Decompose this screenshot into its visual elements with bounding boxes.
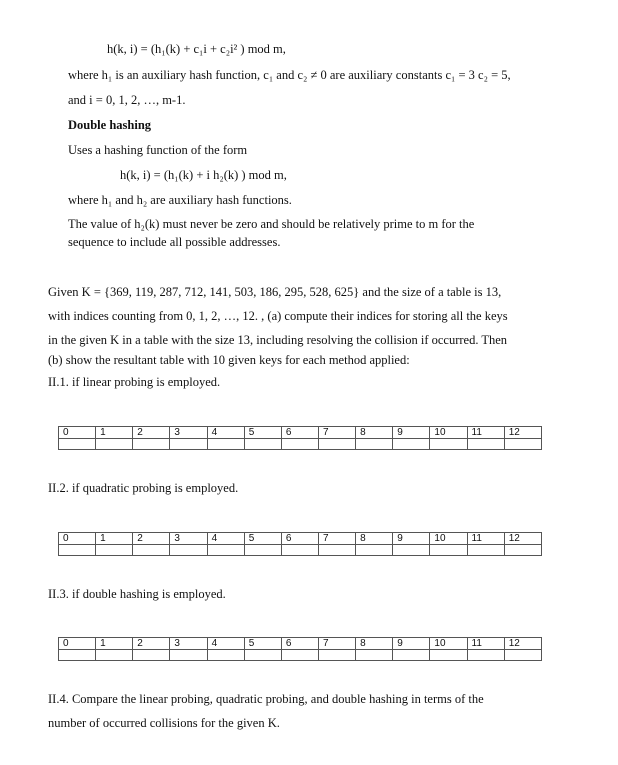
table-index-cell: 0	[59, 638, 96, 650]
quadratic-range: and i = 0, 1, 2, …, m-1.	[68, 93, 186, 107]
table-value-cell	[430, 545, 467, 556]
table-value-cell	[467, 545, 504, 556]
table-index-cell: 5	[244, 638, 281, 650]
table-value-cell	[207, 650, 244, 661]
table-value-cell	[133, 545, 170, 556]
table-index-cell: 10	[430, 427, 467, 439]
table-index-cell: 6	[281, 533, 318, 545]
double-formula: h(k, i) = (h₁(k) + i h₂(k) ) mod m,	[120, 168, 287, 182]
section-quadratic-probing: II.2. if quadratic probing is employed.	[48, 481, 239, 495]
table-value-cell	[393, 545, 430, 556]
double-intro: Uses a hashing function of the form	[68, 143, 248, 157]
section-compare-line2: number of occurred collisions for the given K.	[48, 716, 280, 730]
table-index-cell: 9	[393, 533, 430, 545]
table-index-cell: 8	[356, 638, 393, 650]
double-hashing-heading: Double hashing	[68, 118, 152, 132]
linear-probing-table	[58, 426, 542, 450]
table-value-cell	[59, 545, 96, 556]
table-index-cell: 5	[244, 533, 281, 545]
table-index-cell: 0	[59, 427, 96, 439]
table-index-cell: 4	[207, 427, 244, 439]
table-value-cell	[96, 439, 133, 450]
table-value-cell	[467, 439, 504, 450]
table-index-cell: 7	[318, 638, 355, 650]
table-index-cell: 1	[96, 533, 133, 545]
table-value-cell	[133, 650, 170, 661]
table-value-cell	[96, 650, 133, 661]
table-index-cell: 11	[467, 427, 504, 439]
table-index-cell: 3	[170, 427, 207, 439]
quadratic-formula: h(k, i) = (h₁(k) + c₁i + c₂i² ) mod m,	[107, 42, 286, 56]
table-value-row	[59, 650, 542, 661]
table-index-cell: 7	[318, 427, 355, 439]
table-value-cell	[170, 439, 207, 450]
table-value-cell	[281, 545, 318, 556]
table-value-cell	[133, 439, 170, 450]
table-index-cell: 0	[59, 533, 96, 545]
table-value-cell	[207, 439, 244, 450]
quadratic-where: where h₁ is an auxiliary hash function, c₁ and c₂ ≠ 0 are auxiliary constants c₁ = 3 c₂ = 5,	[68, 68, 511, 82]
table-value-cell	[59, 439, 96, 450]
table-index-cell: 4	[207, 638, 244, 650]
table-index-row	[59, 533, 542, 545]
table-index-cell: 12	[504, 638, 541, 650]
table-index-cell: 4	[207, 533, 244, 545]
double-note-line1: The value of h₂(k) must never be zero and should be relatively prime to m for the	[68, 217, 475, 231]
table-value-cell	[393, 439, 430, 450]
quadratic-probing-table	[58, 532, 542, 556]
section-double-hashing: II.3. if double hashing is employed.	[48, 587, 226, 601]
table-index-row	[59, 427, 542, 439]
table-value-cell	[244, 545, 281, 556]
table-value-cell	[281, 650, 318, 661]
table-value-cell	[430, 650, 467, 661]
table-value-row	[59, 545, 542, 556]
table-index-cell: 9	[393, 427, 430, 439]
table-index-cell: 12	[504, 533, 541, 545]
double-where: where h₁ and h₂ are auxiliary hash functions.	[68, 193, 292, 207]
table-value-cell	[356, 650, 393, 661]
double-note-line2: sequence to include all possible addresses.	[68, 235, 281, 249]
table-index-cell: 11	[467, 533, 504, 545]
table-value-cell	[318, 650, 355, 661]
table-index-row	[59, 638, 542, 650]
table-value-cell	[430, 439, 467, 450]
table-index-cell: 10	[430, 638, 467, 650]
table-index-cell: 6	[281, 427, 318, 439]
table-index-cell: 9	[393, 638, 430, 650]
table-value-cell	[170, 545, 207, 556]
table-value-cell	[356, 439, 393, 450]
table-index-cell: 3	[170, 638, 207, 650]
table-index-cell: 2	[133, 427, 170, 439]
table-value-cell	[244, 439, 281, 450]
table-value-cell	[504, 439, 541, 450]
problem-line3: in the given K in a table with the size 13, including resolving the collision if occurred. Then	[48, 333, 508, 347]
table-index-cell: 5	[244, 427, 281, 439]
problem-line4: (b) show the resultant table with 10 given keys for each method applied:	[48, 353, 410, 367]
table-value-cell	[318, 545, 355, 556]
problem-line2: with indices counting from 0, 1, 2, …, 12. , (a) compute their indices for storing all the keys	[48, 309, 508, 323]
table-index-cell: 8	[356, 533, 393, 545]
table-value-cell	[504, 650, 541, 661]
table-index-cell: 1	[96, 638, 133, 650]
problem-line1: Given K = {369, 119, 287, 712, 141, 503, 186, 295, 528, 625} and the size of a table is 13,	[48, 285, 502, 299]
table-index-cell: 11	[467, 638, 504, 650]
table-index-cell: 12	[504, 427, 541, 439]
table-index-cell: 2	[133, 533, 170, 545]
table-value-cell	[467, 650, 504, 661]
table-index-cell: 2	[133, 638, 170, 650]
table-value-cell	[356, 545, 393, 556]
table-index-cell: 6	[281, 638, 318, 650]
table-value-cell	[207, 545, 244, 556]
table-index-cell: 1	[96, 427, 133, 439]
table-value-cell	[59, 650, 96, 661]
table-index-cell: 10	[430, 533, 467, 545]
table-value-row	[59, 439, 542, 450]
double-hashing-table	[58, 637, 542, 661]
table-value-cell	[393, 650, 430, 661]
table-value-cell	[96, 545, 133, 556]
section-compare-line1: II.4. Compare the linear probing, quadratic probing, and double hashing in terms of the	[48, 692, 484, 706]
section-linear-probing: II.1. if linear probing is employed.	[48, 375, 221, 389]
table-value-cell	[318, 439, 355, 450]
table-value-cell	[244, 650, 281, 661]
table-value-cell	[170, 650, 207, 661]
table-value-cell	[281, 439, 318, 450]
table-index-cell: 7	[318, 533, 355, 545]
table-index-cell: 8	[356, 427, 393, 439]
table-index-cell: 3	[170, 533, 207, 545]
table-value-cell	[504, 545, 541, 556]
